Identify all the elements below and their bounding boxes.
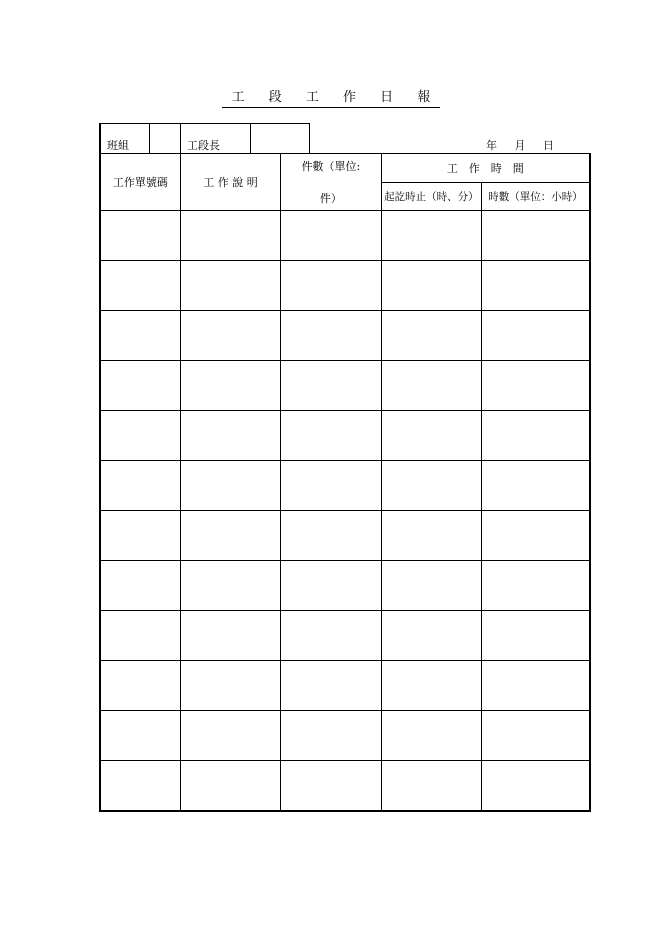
start-stop-cell[interactable] [381, 761, 481, 812]
hours-cell[interactable] [482, 561, 590, 611]
work-order-cell[interactable] [100, 461, 180, 511]
hours-cell[interactable] [482, 711, 590, 761]
work-order-cell[interactable] [100, 511, 180, 561]
description-cell[interactable] [180, 261, 280, 311]
document-title: 工 段 工 作 日 報 [222, 89, 441, 108]
table-row [100, 611, 590, 661]
hours-cell[interactable] [482, 211, 590, 261]
start-stop-cell[interactable] [381, 261, 481, 311]
col-header-work-order-no: 工作單號碼 [100, 154, 180, 211]
description-cell[interactable] [180, 761, 280, 812]
table-row [100, 311, 590, 361]
daily-report-table [99, 153, 591, 812]
start-stop-cell[interactable] [381, 511, 481, 561]
work-order-cell[interactable] [100, 261, 180, 311]
hours-cell[interactable] [482, 361, 590, 411]
table-row [100, 411, 590, 461]
foreman-label-cell [181, 124, 251, 153]
description-cell[interactable] [180, 211, 280, 261]
table-row [100, 361, 590, 411]
hours-cell[interactable] [482, 511, 590, 561]
description-cell[interactable] [180, 411, 280, 461]
description-cell[interactable] [180, 611, 280, 661]
description-cell[interactable] [180, 361, 280, 411]
work-order-cell[interactable] [100, 611, 180, 661]
quantity-cell[interactable] [281, 611, 381, 661]
description-cell[interactable] [180, 461, 280, 511]
col-header-work-time: 工 作 時 間 [381, 154, 590, 183]
hours-cell[interactable] [482, 311, 590, 361]
start-stop-cell[interactable] [381, 361, 481, 411]
quantity-cell[interactable] [281, 261, 381, 311]
date-month-label: 月 [514, 139, 526, 152]
work-order-cell[interactable] [100, 361, 180, 411]
table-row [100, 511, 590, 561]
description-cell[interactable] [180, 561, 280, 611]
hours-cell[interactable] [482, 411, 590, 461]
work-order-cell[interactable] [100, 411, 180, 461]
hours-cell[interactable] [482, 761, 590, 812]
work-order-cell[interactable] [100, 211, 180, 261]
work-order-cell[interactable] [100, 311, 180, 361]
description-cell[interactable] [180, 311, 280, 361]
description-cell[interactable] [180, 711, 280, 761]
team-value-field[interactable] [150, 124, 181, 153]
quantity-cell[interactable] [281, 311, 381, 361]
start-stop-cell[interactable] [381, 561, 481, 611]
hours-cell[interactable] [482, 611, 590, 661]
hours-cell[interactable] [482, 261, 590, 311]
start-stop-cell[interactable] [381, 661, 481, 711]
work-order-cell[interactable] [100, 661, 180, 711]
description-cell[interactable] [180, 511, 280, 561]
quantity-cell[interactable] [281, 761, 381, 812]
col-header-hours: 時數（單位：小時） [482, 183, 590, 211]
team-label: 班組 [107, 139, 129, 152]
description-cell[interactable] [180, 661, 280, 711]
start-stop-cell[interactable] [381, 711, 481, 761]
work-order-cell[interactable] [100, 761, 180, 812]
date-year-label: 年 [486, 139, 497, 152]
document-title-wrap [0, 86, 662, 108]
table-row [100, 561, 590, 611]
quantity-cell[interactable] [281, 461, 381, 511]
col-header-work-description [180, 154, 280, 211]
quantity-cell[interactable] [281, 711, 381, 761]
quantity-cell[interactable] [281, 511, 381, 561]
col-header-quantity-line2: 件） [319, 192, 342, 205]
quantity-cell[interactable] [281, 411, 381, 461]
start-stop-cell[interactable] [381, 211, 481, 261]
date-day-label: 日 [543, 139, 554, 152]
col-header-quantity [281, 154, 381, 211]
col-header-start-stop: 起訖時止（時、分） [381, 183, 481, 211]
quantity-cell[interactable] [281, 561, 381, 611]
table-row [100, 461, 590, 511]
work-order-cell[interactable] [100, 561, 180, 611]
col-header-quantity-line1: 件數（單位: [301, 160, 361, 173]
foreman-value-field[interactable] [251, 124, 309, 153]
hours-cell[interactable] [482, 461, 590, 511]
team-label-cell [101, 124, 150, 153]
table-row [100, 711, 590, 761]
hours-cell[interactable] [482, 661, 590, 711]
quantity-cell[interactable] [281, 661, 381, 711]
start-stop-cell[interactable] [381, 461, 481, 511]
table-row [100, 661, 590, 711]
table-row [100, 211, 590, 261]
start-stop-cell[interactable] [381, 611, 481, 661]
table-row [100, 761, 590, 812]
date-field[interactable] [486, 140, 554, 152]
table-row [100, 261, 590, 311]
start-stop-cell[interactable] [381, 411, 481, 461]
header-fields [99, 123, 310, 153]
work-order-cell[interactable] [100, 711, 180, 761]
foreman-label: 工段長 [187, 139, 220, 152]
start-stop-cell[interactable] [381, 311, 481, 361]
quantity-cell[interactable] [281, 211, 381, 261]
col-header-work-description-text: 工 作 說 明 [203, 176, 258, 189]
quantity-cell[interactable] [281, 361, 381, 411]
